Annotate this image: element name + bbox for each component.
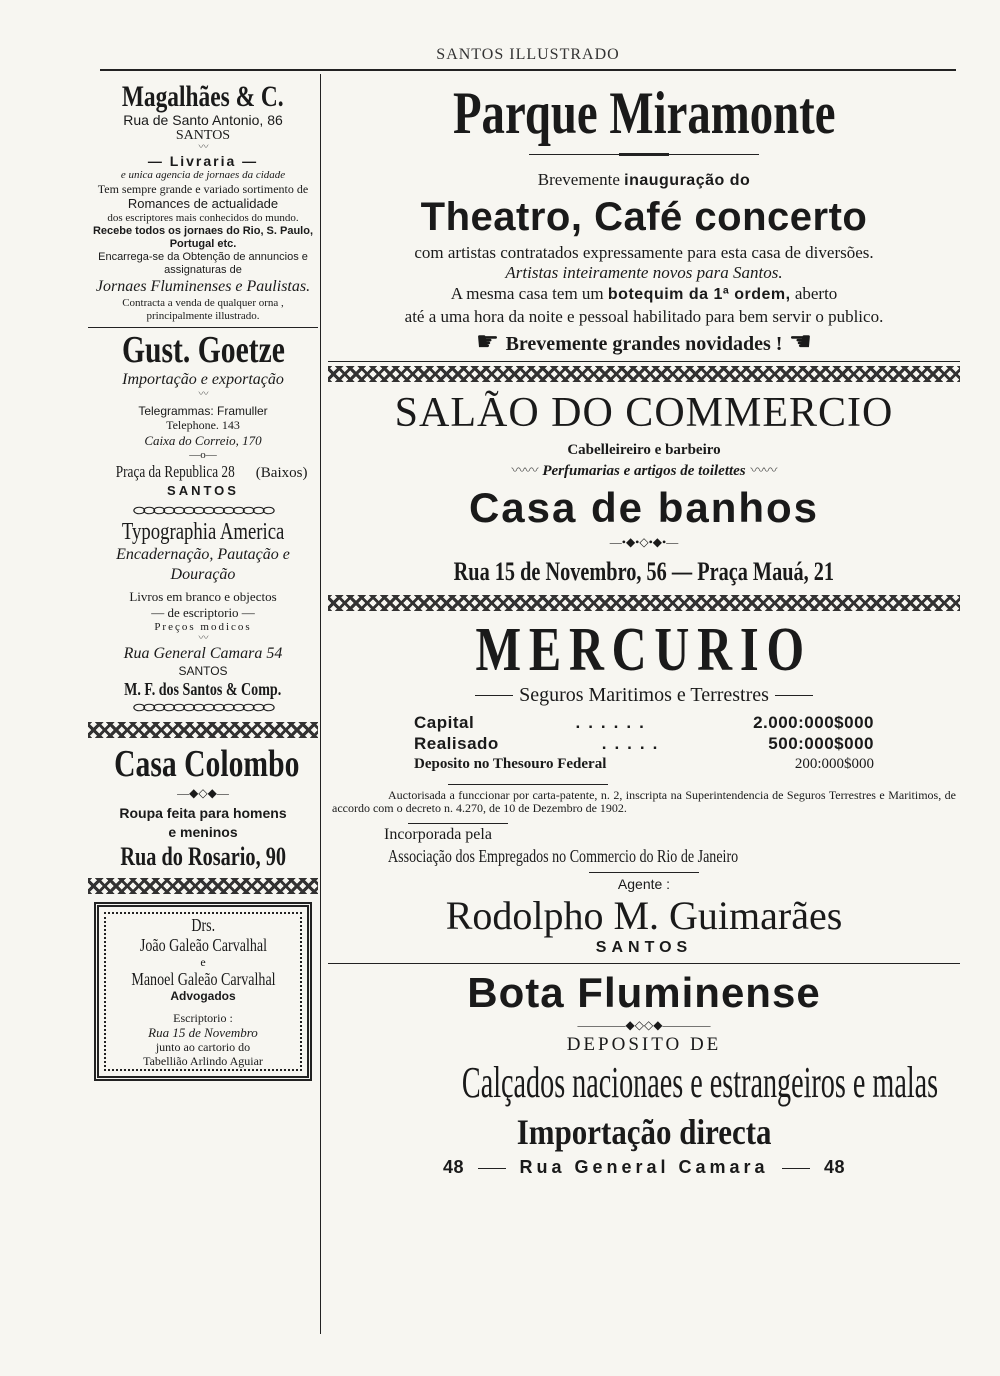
zigzag-rule xyxy=(328,595,960,611)
ornament: 〰 xyxy=(198,633,208,644)
ad-magalhaes-section: — Livraria — xyxy=(147,153,259,169)
dot-leader: ...... xyxy=(575,713,652,732)
header-rule xyxy=(100,69,956,71)
ad-goetze-phone: Telephone. 143 xyxy=(166,418,240,432)
ad-goetze-telegram: Telegrammas: Framuller xyxy=(138,404,268,418)
divider xyxy=(328,963,960,964)
ad-mercurio-legal: Auctorisada a funccionar por carta-patente, n. 2, inscripta na Superintendencia de Seguros Terrestres e Maritimos, de accordo com o decreto n. 4.270, de 10 de Dezembro de 1902. xyxy=(332,788,956,815)
zigzag-rule xyxy=(328,366,960,382)
ad-magalhaes-line1: Tem sempre grande e variado sortimento de xyxy=(97,182,309,196)
ad-magalhaes-line4: Recebe todos os jornaes do Rio, S. Paulo, Portugal etc. xyxy=(92,225,314,250)
ad-bota-num-left: 48 xyxy=(442,1157,464,1177)
ad-parque-line5: até a uma hora da noite e pessoal habilitado para bem servir o publico. xyxy=(404,307,884,326)
ad-magalhaes-name: Magalhães & C. xyxy=(122,80,284,113)
ornament: 〰〰 xyxy=(511,463,538,479)
ad-goetze xyxy=(88,330,318,499)
ad-typographia-name: Typographia America xyxy=(121,519,285,545)
ad-magalhaes-line7: Contracta a venda de qualquer orna , principalmente illustrado. xyxy=(122,297,284,322)
ad-mercurio-deposito-value: 200:000$000 xyxy=(794,756,874,772)
ad-advogados-line1: junto ao cartorio do xyxy=(155,1040,251,1054)
ad-typographia-line3: Preços modicos xyxy=(154,621,252,633)
ad-mercurio-city: SANTOS xyxy=(595,939,693,956)
ad-parque-line2: com artistas contratados expressamente para esta casa de diversões. xyxy=(414,243,874,262)
ad-advogados-office: Escriptorio : xyxy=(173,1011,233,1025)
ad-magalhaes-line5: Encarrega-se da Obtenção de annuncios e assignaturas de xyxy=(98,251,308,276)
ad-bota-num-right: 48 xyxy=(824,1157,846,1177)
ad-advogados-frame xyxy=(94,902,312,1081)
short-rule xyxy=(782,1168,810,1169)
short-rule xyxy=(775,695,813,696)
ad-salao-title: SALÃO DO COMMERCIO xyxy=(394,390,894,436)
ad-magalhaes-line3: dos escriptores mais conhecidos do mundo. xyxy=(107,212,299,224)
ad-parque-title: Parque Miramonte xyxy=(452,80,836,146)
divider xyxy=(88,327,318,328)
page-header: SANTOS ILLUSTRADO xyxy=(436,46,620,63)
ad-typographia xyxy=(88,519,318,700)
ad-typographia-owner: M. F. dos Santos & Comp. xyxy=(124,679,282,699)
ad-goetze-name: Gust. Goetze xyxy=(121,329,285,371)
ad-mercurio-deposito-label: Deposito no Thesouro Federal xyxy=(414,756,607,772)
ad-salao-address: Rua 15 de Novembro, 56 — Praça Mauá, 21 xyxy=(453,557,835,586)
ad-colombo-line2: e meninos xyxy=(168,824,238,840)
ad-advogados-address: Rua 15 de Novembro xyxy=(148,1025,258,1040)
pointing-hand-left-icon: ☚ xyxy=(788,327,813,357)
ad-parque-banner: Brevemente grandes novidades ! xyxy=(505,333,783,355)
ornament: —•◆•◇•◆•— xyxy=(609,535,679,549)
ad-mercurio-capital-value: 2.000:000$000 xyxy=(753,713,874,732)
ad-parque-line1b: inauguração do xyxy=(624,172,751,189)
ornament: 〰 xyxy=(198,142,208,153)
pointing-hand-right-icon: ☛ xyxy=(475,327,500,357)
ad-parque-line4a: A mesma casa tem um xyxy=(450,284,604,303)
ad-salao xyxy=(328,390,960,587)
ad-bota-title: Bota Fluminense xyxy=(467,969,821,1016)
ad-goetze-praca: Praça da Republica 28 xyxy=(115,462,235,481)
ad-advogados-name1: João Galeão Carvalhal xyxy=(139,935,267,955)
column-rule xyxy=(320,74,321,1334)
right-column xyxy=(328,80,960,1181)
ad-advogados-role: Advogados xyxy=(170,989,236,1003)
ad-goetze-caixa: Caixa do Correio, 170 xyxy=(144,433,262,448)
short-rule xyxy=(408,823,508,824)
ad-parque-line4b: botequim da 1ª ordem, xyxy=(607,286,791,303)
ad-salao-big: Casa de banhos xyxy=(468,484,820,531)
zigzag-rule xyxy=(88,722,318,738)
ad-magalhaes xyxy=(88,82,318,323)
zigzag-rule xyxy=(88,878,318,894)
ad-goetze-mark: —o— xyxy=(189,449,217,461)
ad-typographia-line1: Livros em branco e objectos xyxy=(129,589,277,604)
ad-advogados-name2: Manoel Galeão Carvalhal xyxy=(130,969,276,989)
ad-colombo-name: Casa Colombo xyxy=(114,743,300,785)
ad-mercurio-agent-name: Rodolpho M. Guimarães xyxy=(445,893,843,938)
ad-advogados-e: e xyxy=(200,955,206,969)
oval-ornament-rule: ⬭⬭⬭⬭⬭⬭⬭⬭⬭⬭⬭⬭⬭⬭ xyxy=(133,700,273,716)
ad-typographia-sub: Encadernação, Pautação e Douração xyxy=(116,546,290,583)
ad-mercurio-inc: Incorporada pela xyxy=(384,826,492,843)
ad-mercurio-assoc: Associação dos Empregados no Commercio do Rio de Janeiro xyxy=(388,846,739,866)
short-rule xyxy=(529,154,759,155)
ad-bota-line1: Calçados nacionaes e estrangeiros e malas xyxy=(461,1058,939,1107)
ad-advogados-line2: Tabellião Arlindo Aguiar xyxy=(143,1054,263,1068)
ad-goetze-praca-b: (Baixos) xyxy=(255,465,308,481)
short-rule xyxy=(448,784,608,785)
ad-magalhaes-tagline: e unica agencia de jornaes da cidade xyxy=(120,169,286,181)
ad-magalhaes-line6: Jornaes Fluminenses e Paulistas. xyxy=(95,278,311,295)
ad-parque-line1a: Brevemente xyxy=(537,170,620,189)
ad-mercurio-realisado-label: Realisado xyxy=(414,734,499,753)
ad-bota-street: Rua General Camara xyxy=(519,1157,769,1177)
oval-ornament-rule: ⬭⬭⬭⬭⬭⬭⬭⬭⬭⬭⬭⬭⬭⬭ xyxy=(133,503,273,519)
ad-colombo xyxy=(88,742,318,872)
ad-mercurio-realisado-value: 500:000$000 xyxy=(768,734,874,753)
ad-typographia-line2: — de escriptorio — xyxy=(151,605,255,620)
ad-mercurio-agente: Agente : xyxy=(617,876,671,892)
ornament: —◆◇◆— xyxy=(177,786,229,800)
ad-typographia-address: Rua General Camara 54 xyxy=(123,645,283,662)
short-rule xyxy=(475,695,513,696)
ornament: 〰〰 xyxy=(750,463,777,479)
ad-magalhaes-line2: Romances de actualidade xyxy=(127,196,279,211)
dot-leader: ..... xyxy=(601,734,666,753)
ad-mercurio-sub: Seguros Maritimos e Terrestres xyxy=(519,684,769,706)
ornament: ————◆◇◇◆———— xyxy=(577,1018,711,1032)
ad-bota-importacao: Importação directa xyxy=(516,1112,772,1152)
ad-parque-line4c: aberto xyxy=(794,284,838,303)
ad-bota xyxy=(328,968,960,1181)
ad-colombo-line1: Roupa feita para homens xyxy=(119,805,287,821)
short-rule xyxy=(478,1168,506,1169)
ad-advogados-drs: Drs. xyxy=(191,915,215,935)
left-column xyxy=(88,82,318,1081)
ad-mercurio-capital-label: Capital xyxy=(414,713,475,732)
short-rule xyxy=(589,872,699,873)
ad-colombo-address: Rua do Rosario, 90 xyxy=(120,842,286,871)
ad-magalhaes-city: SANTOS xyxy=(175,128,231,143)
ad-parque-big: Theatro, Café concerto xyxy=(420,195,868,239)
ad-goetze-city: SANTOS xyxy=(167,483,239,498)
ad-magalhaes-address: Rua de Santo Antonio, 86 xyxy=(123,112,283,128)
divider xyxy=(328,361,960,362)
ad-salao-sub: Cabelleireiro e barbeiro xyxy=(567,442,721,458)
ad-goetze-sub: Importação e exportação xyxy=(122,371,284,388)
ad-mercurio-title: MERCURIO xyxy=(475,616,813,684)
ad-salao-sub2: Perfumarias e artigos de toilettes xyxy=(542,463,746,479)
ad-typographia-city: SANTOS xyxy=(178,664,228,678)
ad-parque xyxy=(328,80,960,359)
ornament: 〰 xyxy=(198,389,208,400)
ad-mercurio xyxy=(328,616,960,957)
ad-bota-deposito: DEPOSITO DE xyxy=(566,1034,722,1055)
ad-parque-line3: Artistas inteiramente novos para Santos. xyxy=(505,263,783,282)
